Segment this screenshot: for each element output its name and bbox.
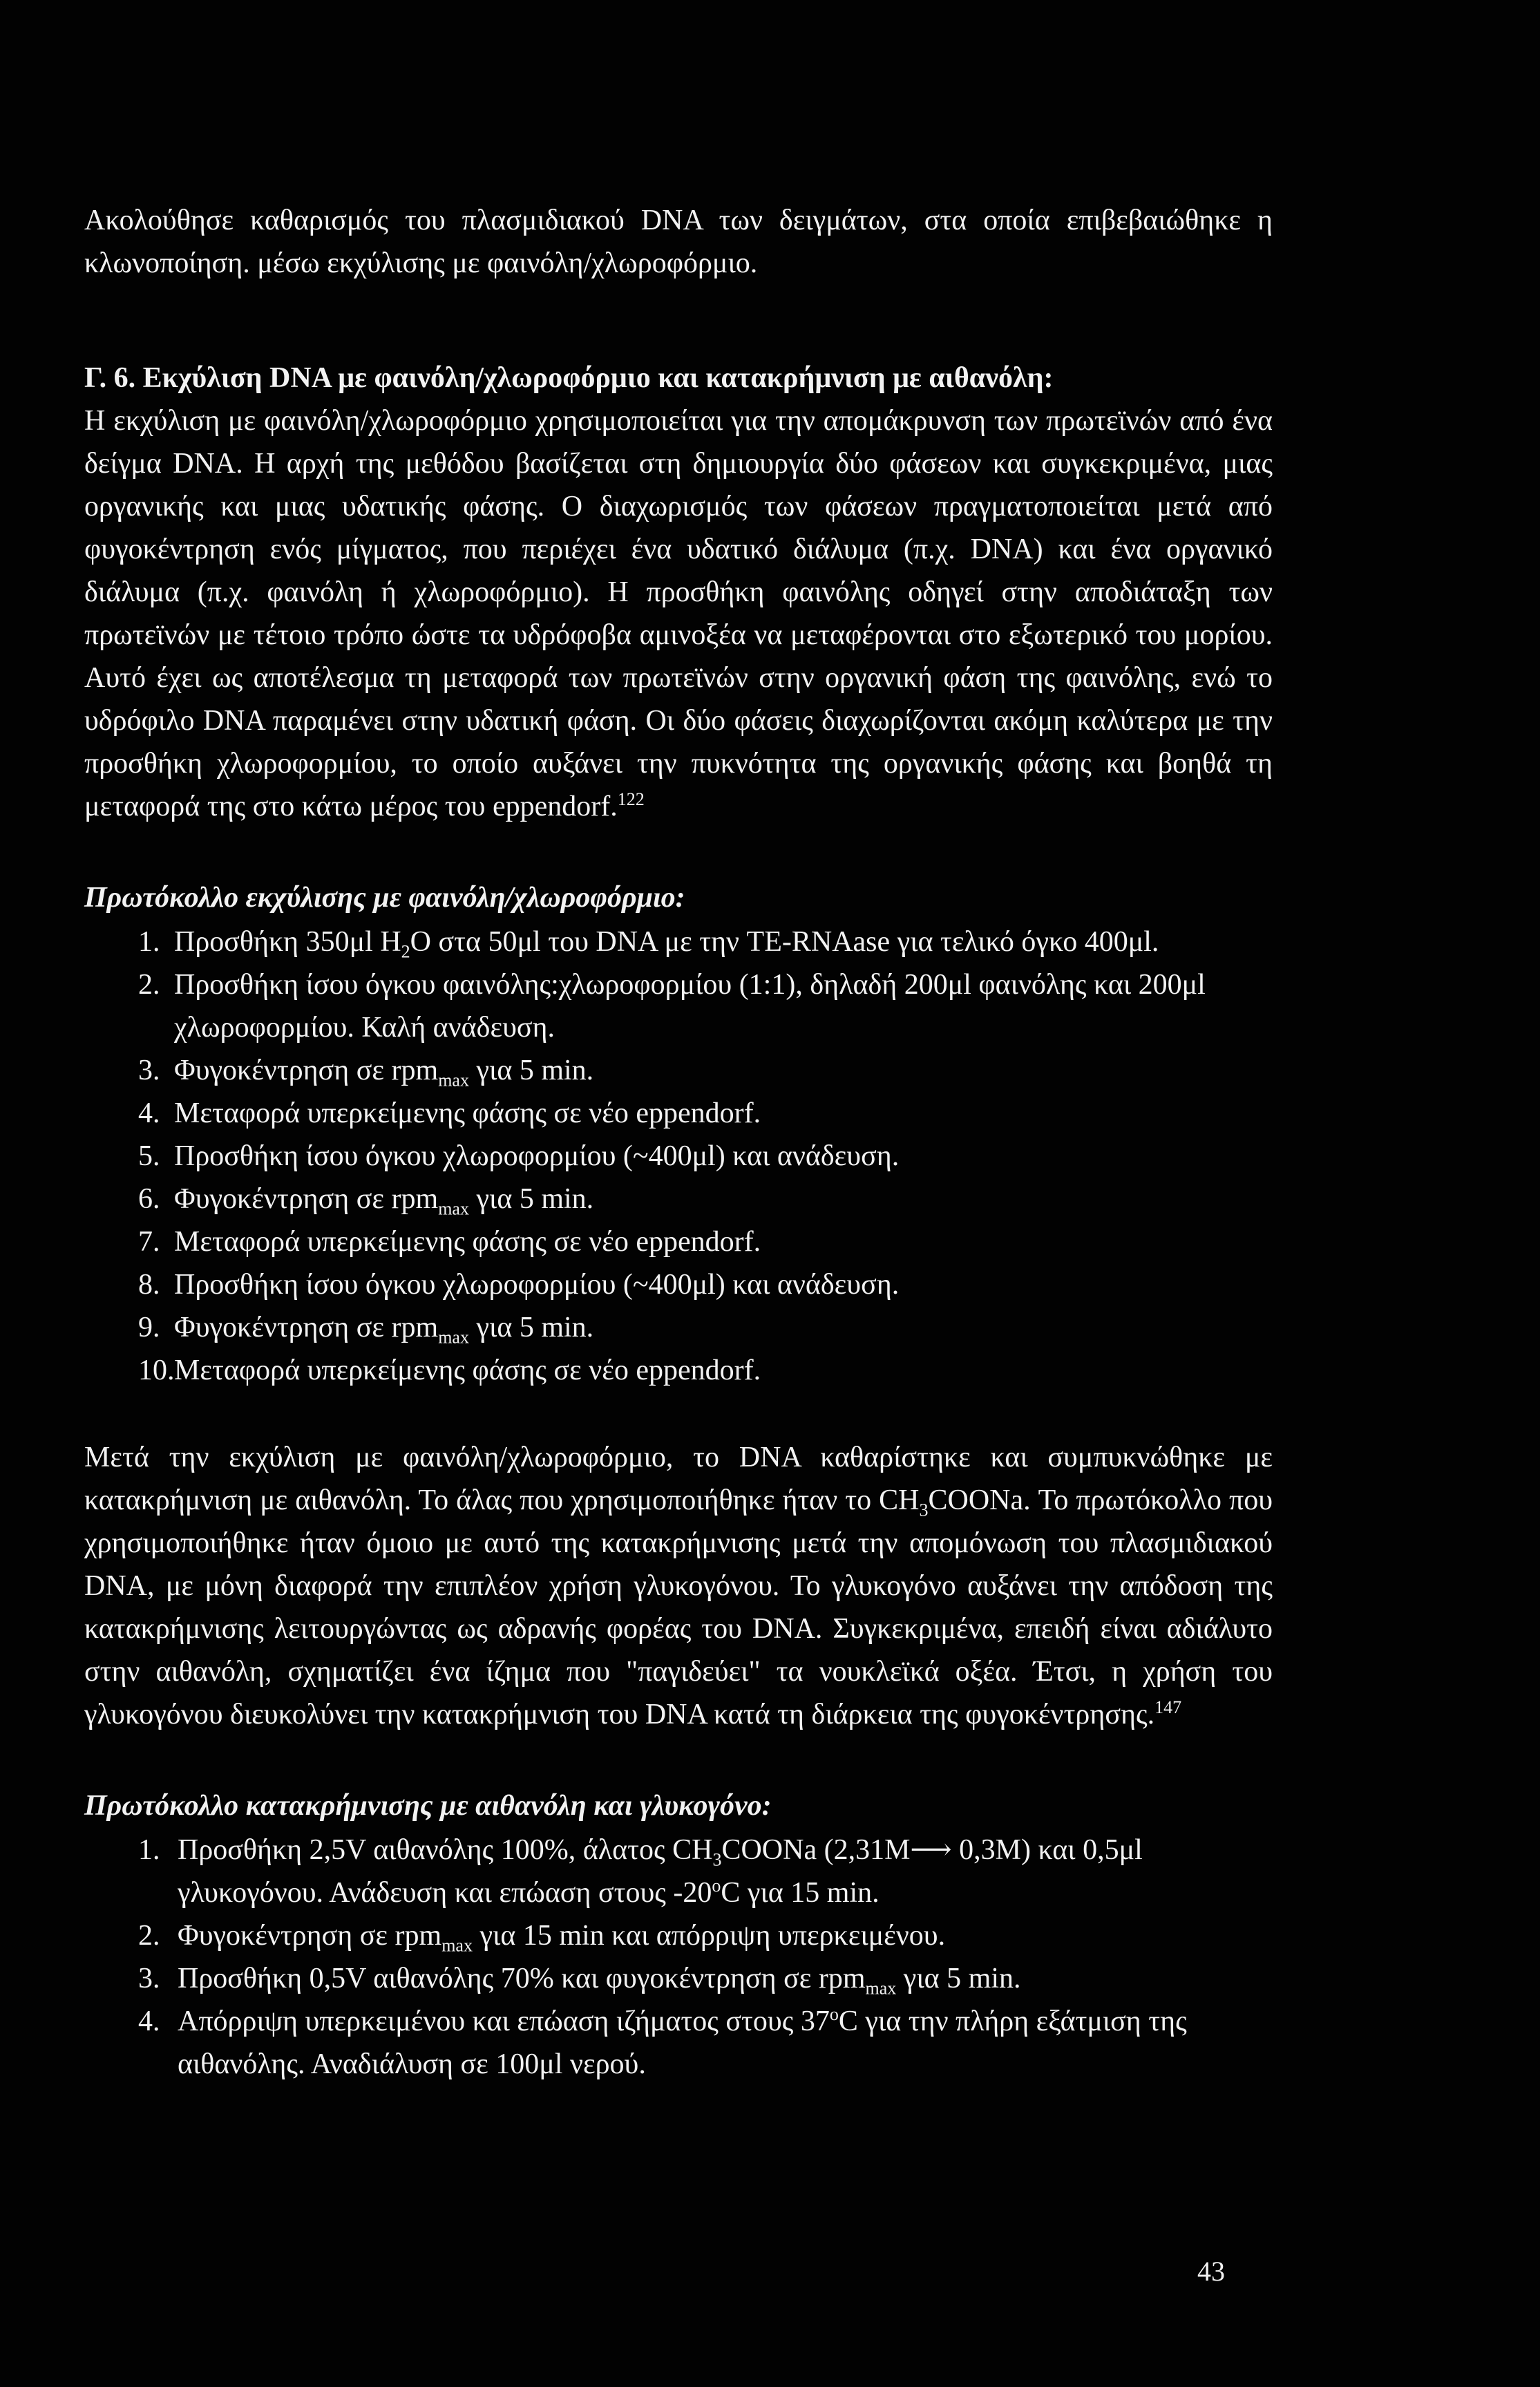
subscript: max (441, 1935, 473, 1956)
step-text: Φυγοκέντρηση σε rpm (174, 1183, 439, 1215)
section-body-text: Η εκχύλιση με φαινόλη/χλωροφόρμιο χρησιμοποιείται για την απομάκρυνση των πρωτεϊνών από ένα δείγμα DNA. Η αρχή της μεθόδου βασίζεται στη δημιουργία δύο φάσεων και συγκεκριμένα, μιας οργανικής και μιας υδατικής φάσης. Ο διαχωρισμός των φάσεων πραγματοποιείται μετά από φυγοκέντρηση ενός μίγματος, που περιέχει ένα υδατικό διάλυμα (π.χ. DNA) και ένα οργανικό διάλυμα (π.χ. φαινόλη ή χλωροφόρμιο). Η προσθήκη φαινόλης οδηγεί στην αποδιάταξη των πρωτεϊνών με τέτοιο τρόπο ώστε τα υδρόφοβα αμινοξέα να μεταφέρονται στο εξωτερικό του μορίου. Αυτό έχει ως αποτέλεσμα τη μεταφορά των πρωτεϊνών στην οργανική φάση της φαινόλης, ενώ το υδρόφιλο DNA παραμένει στην υδατική φάση. Οι δύο φάσεις διαχωρίζονται ακόμη καλύτερα με την προσθήκη χλωροφορμίου, το οποίο αυξάνει την πυκνότητα της οργανικής φάσης και βοηθά τη μεταφορά της στο κάτω μέρος του eppendorf. (84, 405, 1273, 822)
step-text: Προσθήκη ίσου όγκου χλωροφορμίου (~400μl) και ανάδευση. (174, 1269, 900, 1301)
arrow-right-icon: ⟶ (910, 1834, 952, 1866)
step-number: 1. (138, 1834, 160, 1866)
subscript: max (438, 1070, 469, 1091)
step-text: COONa (2,31M (721, 1834, 911, 1866)
step-text: για 5 min. (468, 1055, 594, 1086)
superscript: o (712, 1876, 721, 1896)
step-text: Απόρριψη υπερκειμένου και επώαση ιζήματος στους 37 (178, 2006, 830, 2037)
protocol1-steps (84, 921, 1273, 1392)
step-text: για 5 min. (468, 1183, 594, 1215)
step-text: για 5 min. (896, 1963, 1021, 1994)
subscript: 2 (401, 941, 410, 962)
section-body (84, 399, 1273, 828)
step-text: Φυγοκέντρηση σε rpm (178, 1920, 442, 1952)
step-text: Φυγοκέντρηση σε rpm (174, 1312, 439, 1343)
step-text: Μεταφορά υπερκείμενης φάσης σε νέο eppendorf. (174, 1355, 761, 1386)
step-number: 2. (138, 1920, 160, 1952)
protocol2-heading: Πρωτόκολλο κατακρήμνισης με αιθανόλη και γλυκογόνο: (84, 1790, 772, 1822)
list-item (84, 1049, 1273, 1092)
step-number: 2. (138, 969, 160, 1001)
list-item (84, 1349, 1273, 1392)
page-number: 43 (1197, 2256, 1225, 2287)
step-text: C για 15 min. (721, 1877, 880, 1909)
superscript: o (829, 2004, 839, 2024)
step-number: 3. (138, 1963, 160, 1994)
step-number: 1. (138, 926, 160, 958)
list-item (84, 2000, 1273, 2086)
step-number: 9. (138, 1312, 160, 1343)
list-item (84, 1092, 1273, 1135)
step-text: Προσθήκη ίσου όγκου χλωροφορμίου (~400μl) και ανάδευση. (174, 1140, 900, 1172)
step-number: 4. (138, 1097, 160, 1129)
list-item (84, 1178, 1273, 1220)
step-number: 6. (138, 1183, 160, 1215)
step-text: για 15 min και απόρριψη υπερκειμένου. (472, 1920, 946, 1952)
middle-text: Μετά την εκχύλιση με φαινόλη/χλωροφόρμιο, το DNA καθαρίστηκε και συμπυκνώθηκε με κατακρήμνιση με αιθανόλη. Το άλας που χρησιμοποιήθηκε ήταν το CH (84, 1442, 1273, 1516)
step-number: 10. (138, 1355, 175, 1386)
step-text: O στα 50μl του DNA με την TE-RNAase για τελικό όγκο 400μl. (410, 926, 1159, 958)
step-number: 4. (138, 2006, 160, 2037)
step-text: Φυγοκέντρηση σε rpm (174, 1055, 439, 1086)
step-text: Προσθήκη 0,5V αιθανόλης 70% και φυγοκέντρηση σε rpm (178, 1963, 866, 1994)
reference-147: 147 (1154, 1697, 1182, 1717)
protocol2-steps (84, 1829, 1273, 2086)
reference-122: 122 (617, 789, 645, 809)
middle-paragraph (84, 1436, 1273, 1736)
step-text: Προσθήκη 350μl H (174, 926, 401, 958)
list-item (84, 1220, 1273, 1263)
step-text: Προσθήκη ίσου όγκου φαινόλης:χλωροφορμίου (1:1), δηλαδή 200μl φαινόλης και 200μl χλωροφορμίου. Καλή ανάδευση. (174, 969, 1206, 1044)
step-text: Προσθήκη 2,5V αιθανόλης 100%, άλατος CH (178, 1834, 713, 1866)
step-number: 8. (138, 1269, 160, 1301)
step-text: Μεταφορά υπερκείμενης φάσης σε νέο eppendorf. (174, 1226, 761, 1258)
subscript: 3 (712, 1849, 722, 1870)
list-item (84, 1914, 1273, 1957)
list-item (84, 1829, 1273, 1914)
subscript: max (865, 1978, 897, 1999)
subscript: max (438, 1327, 469, 1348)
step-number: 5. (138, 1140, 160, 1172)
step-number: 3. (138, 1055, 160, 1086)
subscript: 3 (919, 1500, 929, 1520)
list-item (84, 921, 1273, 963)
list-item (84, 1263, 1273, 1306)
step-text: Μεταφορά υπερκείμενης φάσης σε νέο eppendorf. (174, 1097, 761, 1129)
intro-paragraph: Ακολούθησε καθαρισμός του πλασμιδιακού DNA των δειγμάτων, στα οποία επιβεβαιώθηκε η κλωνοποίηση. μέσω εκχύλισης με φαινόλη/χλωροφόρμιο. (84, 205, 1273, 279)
list-item (84, 1135, 1273, 1178)
step-text: για 5 min. (468, 1312, 594, 1343)
middle-text: COONa. Το πρωτόκολλο που χρησιμοποιήθηκε ήταν όμοιο με αυτό της κατακρήμνισης μετά την απομόνωση του πλασμιδιακού DNA, με μόνη διαφορά την επιπλέον χρήση γλυκογόνου. Το γλυκογόνο αυξάνει την απόδοση της κατακρήμνισης λειτουργώντας ως αδρανής φορέας του DNA. Συγκεκριμένα, επειδή είναι αδιάλυτο στην αιθανόλη, σχηματίζει ένα ίζημα που "παγιδεύει" τα νουκλεϊκά οξέα. Έτσι, η χρήση του γλυκογόνου διευκολύνει την κατακρήμνιση του DNA κατά τη διάρκεια της φυγοκέντρησης. (84, 1484, 1273, 1730)
list-item (84, 963, 1273, 1049)
document-page (84, 199, 1273, 2086)
section-title: Γ. 6. Εκχύλιση DNA με φαινόλη/χλωροφόρμιο και κατακρήμνιση με αιθανόλη: (84, 362, 1054, 394)
list-item (84, 1957, 1273, 2000)
protocol1-heading: Πρωτόκολλο εκχύλισης με φαινόλη/χλωροφόρμιο: (84, 882, 685, 914)
step-text: 0,3M) και 0,5μl γλυκογόνου. Ανάδευση και επώαση στους -20 (178, 1834, 1143, 1909)
subscript: max (438, 1198, 469, 1219)
list-item (84, 1306, 1273, 1349)
step-text: C για την πλήρη εξάτμιση της αιθανόλης. Αναδιάλυση σε 100μl νερού. (178, 2006, 1187, 2080)
step-number: 7. (138, 1226, 160, 1258)
